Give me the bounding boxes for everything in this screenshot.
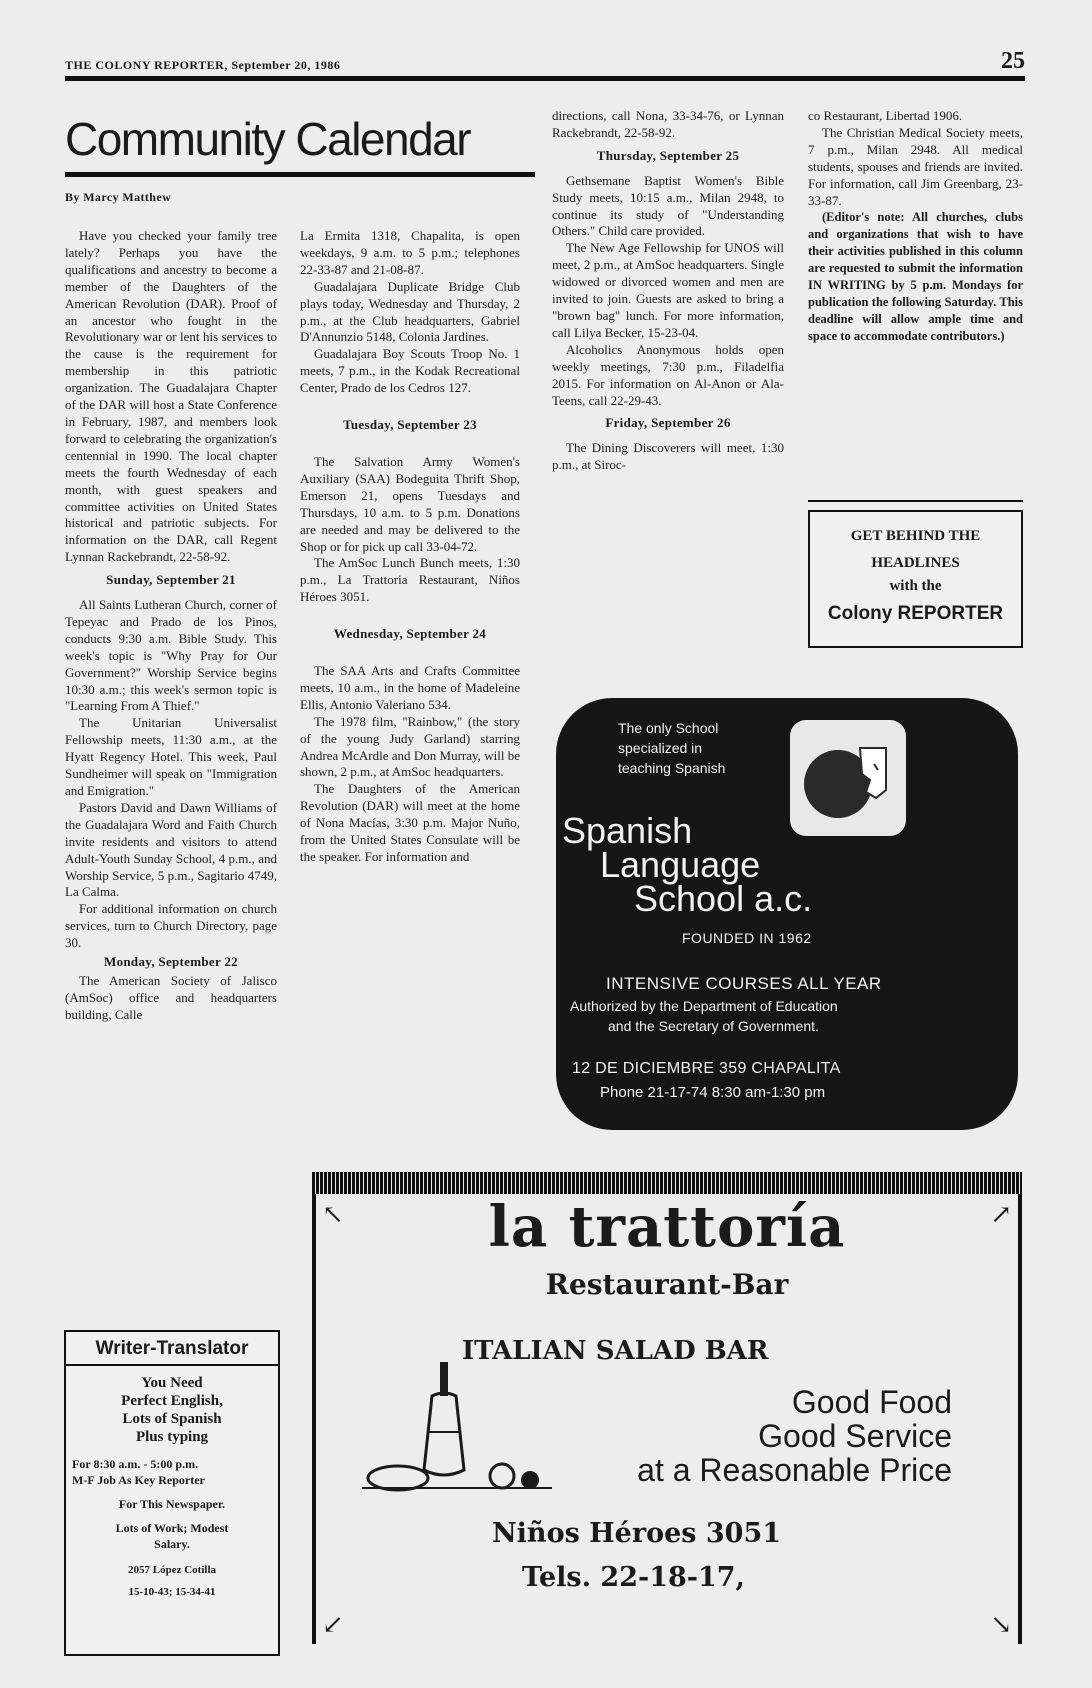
corner-arrow-icon: ↘ [990,1610,1012,1640]
promo-line-3: with the [889,578,942,594]
promo-rule [808,500,1023,502]
trattoria-left-border [312,1194,316,1644]
title-rule [65,172,535,177]
writer-ad-line: Lots of Work; Modest [115,1521,229,1535]
writer-ad-body [66,1366,278,1600]
spanish-school-ad [556,698,1018,1130]
article-paragraph: The Dining Discoverers will meet, 1:30 p.m., at Siroc- [552,440,784,473]
writer-ad-title: Writer-Translator [66,1332,278,1366]
school-name-2: Language [600,844,761,885]
publication-line: THE COLONY REPORTER, September 20, 1986 [65,58,341,72]
article-paragraph: Guadalajara Duplicate Bridge Club plays today, Wednesday and Thursday, 2 p.m., at the Club headquarters, Gabriel D'Annunzio 5148, Colonia Jardines. [300,278,520,345]
article-paragraph: Have you checked your family tree lately? Perhaps you have the qualifications and ancestry to become a member of the Daughters of the American Revolution (DAR). Proof of an ancestor who fought in the Revolutionary war or lent his services to the cause is the requirement for membership in this patriotic organization. The Guadalajara Chapter of the DAR will host a State Conference in February, 1987, and members look forward to celebrating the organization's centennial in 1990. The local chapter meets the fourth Wednesday of each month, with guest speakers and committee activities on United States historical and patriotic subjects. For information on the DAR, call Regent Lynnan Rackebrandt, 22-58-92. [65,228,277,565]
article-paragraph: The SAA Arts and Crafts Committee meets, 10 a.m., in the home of Madeleine Ellis, Antonio Valeriano 534. [300,663,520,712]
courses-line: INTENSIVE COURSES ALL YEAR [606,974,882,993]
article-paragraph: All Saints Lutheran Church, corner of Tepeyac and Prado de los Pinos, conducts 9:30 a.m. Bible Study. This week's topic is "Why Pray for Our Government?" Worship Service begins 10:30 a.m.; this week's sermon topic is "Learning From A Thief." [65,597,277,714]
writer-ad-line: For This Newspaper. [118,1497,226,1511]
masthead [65,48,1025,76]
address-line: 12 DE DICIEMBRE 359 CHAPALITA [572,1060,841,1077]
writer-ad-line: Salary. [154,1537,190,1551]
column-4 [808,108,1023,345]
school-name-3: School a.c. [634,878,813,919]
writer-ad-line: Lots of Spanish [122,1411,222,1427]
corner-arrow-icon: ↙ [322,1610,344,1640]
day-heading-thursday: Thursday, September 25 [596,147,740,163]
day-heading-friday: Friday, September 26 [605,415,731,431]
article-paragraph: Pastors David and Dawn Williams of the Guadalajara Word and Faith Church invite residents and visitors to attend Adult-Youth Sunday School, 4 p.m., and Worship Service, 5 p.m., Sagitario 4749, La Calma. [65,799,277,900]
day-heading-tuesday: Tuesday, September 23 [343,417,477,433]
article-paragraph: The 1978 film, "Rainbow," (the story of the young Judy Garland) starring Andrea McArdle and Don Murray, will be shown, 2 p.m., at AmSoc headquarters. [300,713,520,780]
writer-ad-line: For 8:30 a.m. - 5:00 p.m. [72,1457,199,1471]
column-2 [300,228,520,866]
salad-bar-line: ITALIAN SALAD BAR [462,1336,769,1366]
school-logo-icon [788,718,908,838]
trattoria-ad [312,1172,1022,1646]
trattoria-top-border [312,1172,1022,1194]
page-number: 25 [1001,48,1025,74]
byline: By Marcy Matthew [65,190,172,204]
article-paragraph: The Salvation Army Women's Auxiliary (SAA) Bodeguita Thrift Shop, Emerson 21, opens Tuesdays and Thursdays, 10 a.m. to 5 p.m. Donations are needed and may be delivered to the Shop or for pick up call 33-04-72. [300,453,520,554]
masthead-rule [65,76,1025,81]
article-paragraph: co Restaurant, Libertad 1906. [808,108,963,123]
page-title: Community Calendar [65,113,471,165]
article-paragraph: Gethsemane Baptist Women's Bible Study meets, 10:15 a.m., Milan 2948, to continue its study of "Understanding Others." Child care provided. [552,172,784,239]
article-paragraph: The New Age Fellowship for UNOS will meet, 2 p.m., at AmSoc headquarters. Single widowed or divorced women and men are invited to join. Guests are asked to bring a "brown bag" lunch. For more information, call Lilya Becker, 15-23-04. [552,240,784,340]
promo-line-4: Colony REPORTER [827,603,1004,624]
column-1 [65,228,277,1024]
corner-arrow-icon: ↖ [322,1200,344,1230]
authorized-line-2: and the Secretary of Government. [608,1018,819,1034]
bottle-food-illustration [352,1352,562,1502]
day-heading-wednesday: Wednesday, September 24 [333,626,487,642]
article-paragraph: The Unitarian Universalist Fellowship meets, 11:30 a.m., at the Hyatt Regency Hotel. This week, Paul Sundheimer will speak on "Immigration and Emigration." [65,715,277,798]
article-paragraph: The American Society of Jalisco (AmSoc) office and headquarters building, Calle [65,972,277,1022]
trattoria-subtitle: Restaurant-Bar [545,1268,789,1301]
promo-line-1: GET BEHIND THE [850,528,981,544]
ad-tagline-2: specialized in [618,740,703,756]
article-paragraph: The AmSoc Lunch Bunch meets, 1:30 p.m., La Trattoria Restaurant, Niños Héroes 3051. [300,555,520,605]
trattoria-phone: Tels. 22-18-17, [522,1562,745,1593]
authorized-line-1: Authorized by the Department of Education [570,998,838,1014]
writer-ad-line: 15-10-43; 15-34-41 [128,1586,216,1598]
trattoria-address: Niños Héroes 3051 [492,1518,782,1549]
writer-ad-line: You Need [141,1375,203,1391]
article-paragraph: The Christian Medical Society meets, 7 p.m., Milan 2948. All medical students, spouses and friends are invited. For information, call Jim Greenbarg, 23-33-87. [808,124,1023,208]
article-paragraph: Alcoholics Anonymous holds open weekly meetings, 7:30 p.m., Filadelfia 2015. For information on Al-Anon or Ala-Teens, call 22-29-43. [552,341,784,408]
good-service-line: Good Service [758,1418,952,1454]
ad-tagline-1: The only School [618,720,719,736]
article-paragraph: directions, call Nona, 33-34-76, or Lynnan Rackebrandt, 22-58-92. [552,108,784,140]
ad-tagline-3: teaching Spanish [618,760,726,776]
school-name-1: Spanish [562,810,693,851]
promo-line-2: HEADLINES [871,555,960,571]
day-heading-monday: Monday, September 22 [104,954,238,970]
founded-line: FOUNDED IN 1962 [682,930,812,946]
writer-ad-line: Plus typing [135,1429,209,1445]
promo-box [808,510,1023,648]
writer-translator-ad [64,1330,280,1656]
price-line: at a Reasonable Price [637,1452,952,1488]
day-heading-sunday: Sunday, September 21 [106,572,236,588]
article-paragraph: The Daughters of the American Revolution (DAR) will meet at the home of Nona Macías, 3:30 p.m. Major Nuño, from the United States Consulate will be the speaker. For information and [300,781,520,864]
trattoria-right-border [1018,1194,1022,1644]
trattoria-name: la trattoría [488,1194,846,1260]
writer-ad-line: 2057 López Cotilla [128,1564,216,1576]
writer-ad-line: Perfect English, [121,1393,223,1409]
good-food-line: Good Food [791,1384,952,1420]
column-3 [552,108,784,474]
phone-line: Phone 21-17-74 8:30 am-1:30 pm [600,1084,826,1101]
writer-ad-line: M-F Job As Key Reporter [72,1473,205,1487]
article-paragraph: La Ermita 1318, Chapalita, is open weekdays, 9 a.m. to 5 p.m.; telephones 22-33-87 and 21-08-87. [300,228,520,277]
article-paragraph: Guadalajara Boy Scouts Troop No. 1 meets, 7 p.m., in the Kodak Recreational Center, Prado de los Cedros 127. [300,346,520,396]
corner-arrow-icon: ↗ [990,1200,1012,1230]
article-paragraph: For additional information on church services, turn to Church Directory, page 30. [65,901,277,951]
editors-note: (Editor's note: All churches, clubs and organizations that wish to have their activities published in this column are requested to submit the information IN WRITING by 5 p.m. Mondays for publication the following Saturday. This deadline will allow ample time and space to accommodate contributors.) [808,210,1023,343]
